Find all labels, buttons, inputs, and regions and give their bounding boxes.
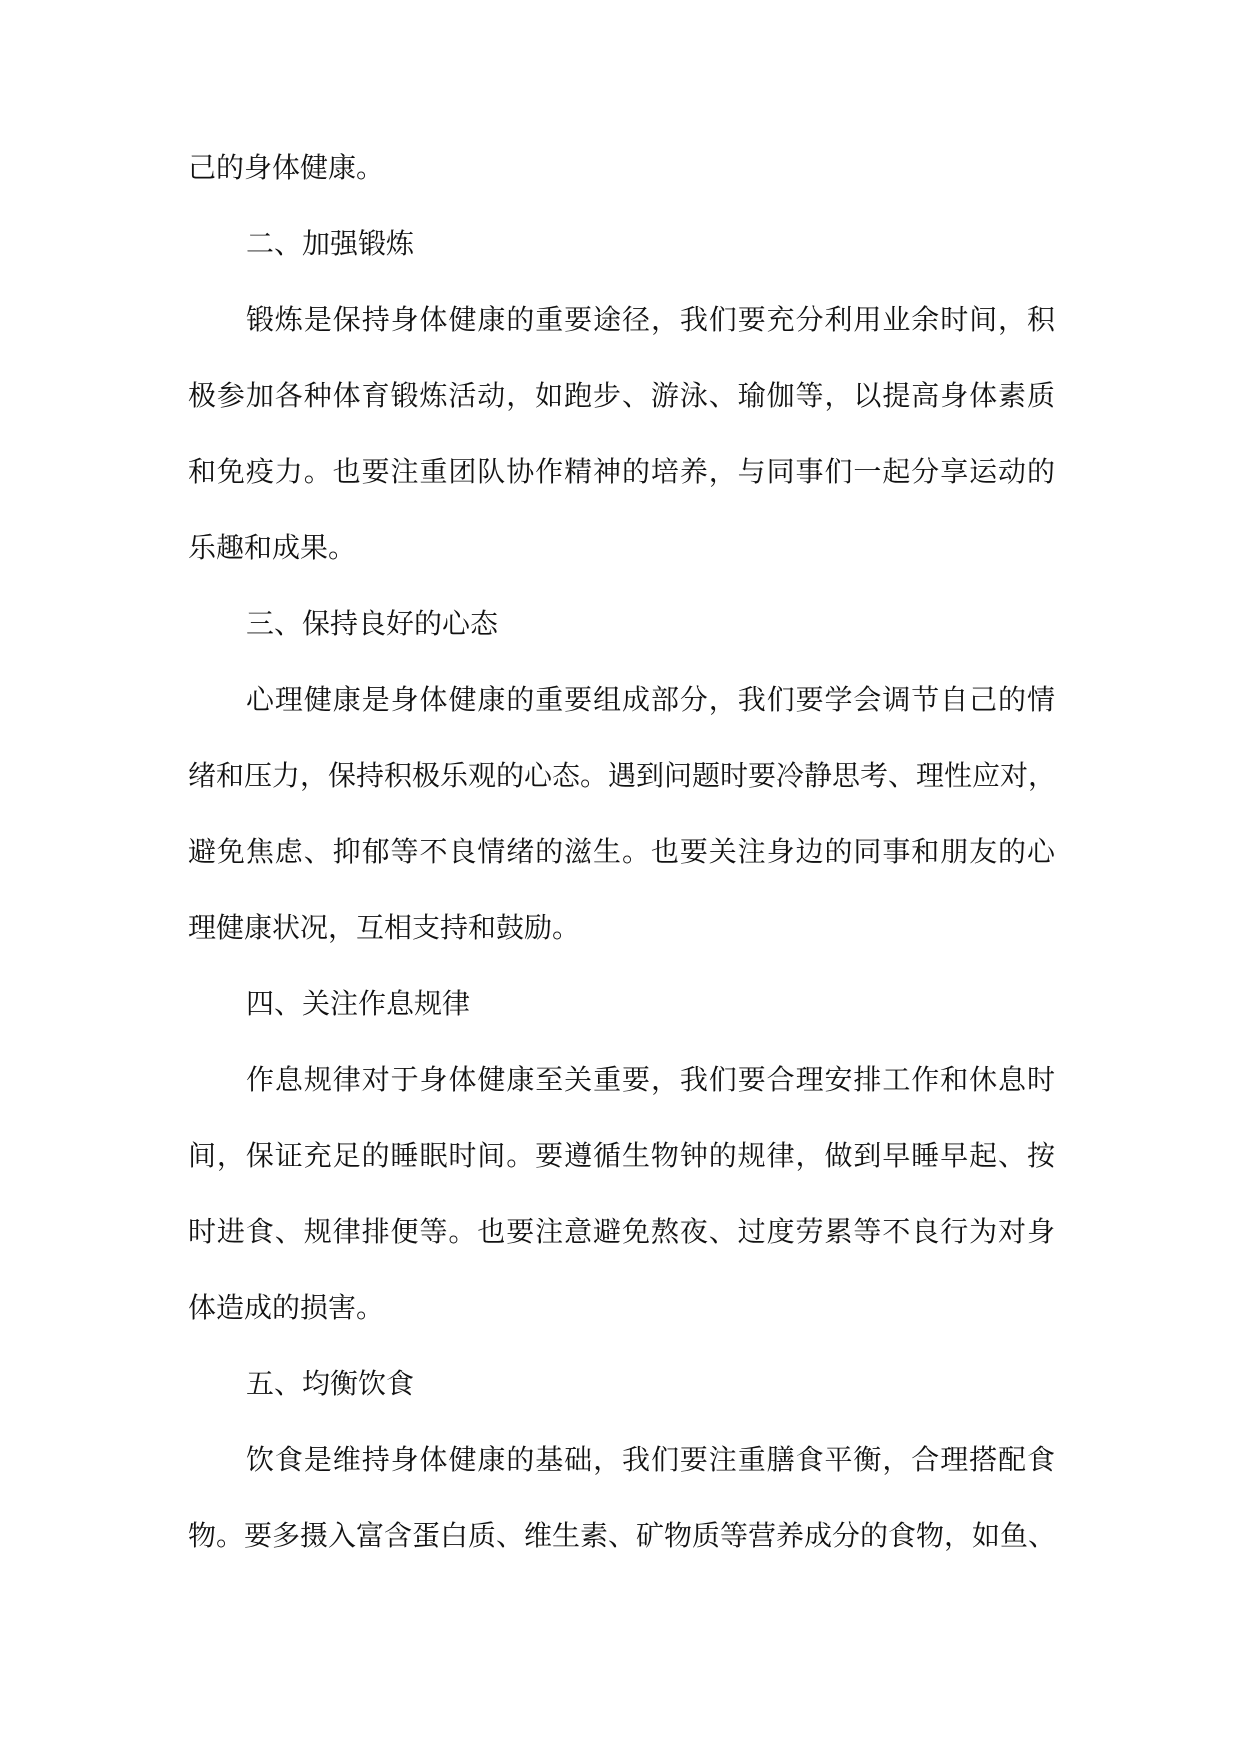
paragraph-line: 锻炼是保持身体健康的重要途径，我们要充分利用业余时间，积 [246, 303, 1055, 336]
paragraph-line: 理健康状况，互相支持和鼓励。 [188, 911, 581, 944]
paragraph-line: 物。要多摄入富含蛋白质、维生素、矿物质等营养成分的食物，如鱼、 [188, 1519, 1057, 1552]
paragraph-line: 绪和压力，保持积极乐观的心态。遇到问题时要冷静思考、理性应对， [188, 759, 1057, 792]
section-heading: 五、均衡饮食 [246, 1367, 415, 1400]
paragraph-line: 和免疫力。也要注重团队协作精神的培养，与同事们一起分享运动的 [188, 455, 1055, 488]
paragraph-line: 体造成的损害。 [188, 1291, 385, 1324]
paragraph-line: 心理健康是身体健康的重要组成部分，我们要学会调节自己的情 [246, 683, 1055, 716]
paragraph-line: 己的身体健康。 [188, 151, 385, 184]
paragraph-line: 间，保证充足的睡眠时间。要遵循生物钟的规律，做到早睡早起、按 [188, 1139, 1055, 1172]
paragraph-line: 作息规律对于身体健康至关重要，我们要合理安排工作和休息时 [246, 1063, 1055, 1096]
paragraph-line: 避免焦虑、抑郁等不良情绪的滋生。也要关注身边的同事和朋友的心 [188, 835, 1055, 868]
document-body [188, 148, 1055, 1592]
section-heading: 四、关注作息规律 [246, 987, 471, 1020]
paragraph-line: 乐趣和成果。 [188, 531, 357, 564]
paragraph-line: 饮食是维持身体健康的基础，我们要注重膳食平衡，合理搭配食 [246, 1443, 1055, 1476]
paragraph-line: 极参加各种体育锻炼活动，如跑步、游泳、瑜伽等，以提高身体素质 [188, 379, 1055, 412]
section-heading: 三、保持良好的心态 [246, 607, 499, 640]
paragraph-line: 时进食、规律排便等。也要注意避免熬夜、过度劳累等不良行为对身 [188, 1215, 1055, 1248]
section-heading: 二、加强锻炼 [246, 227, 415, 260]
